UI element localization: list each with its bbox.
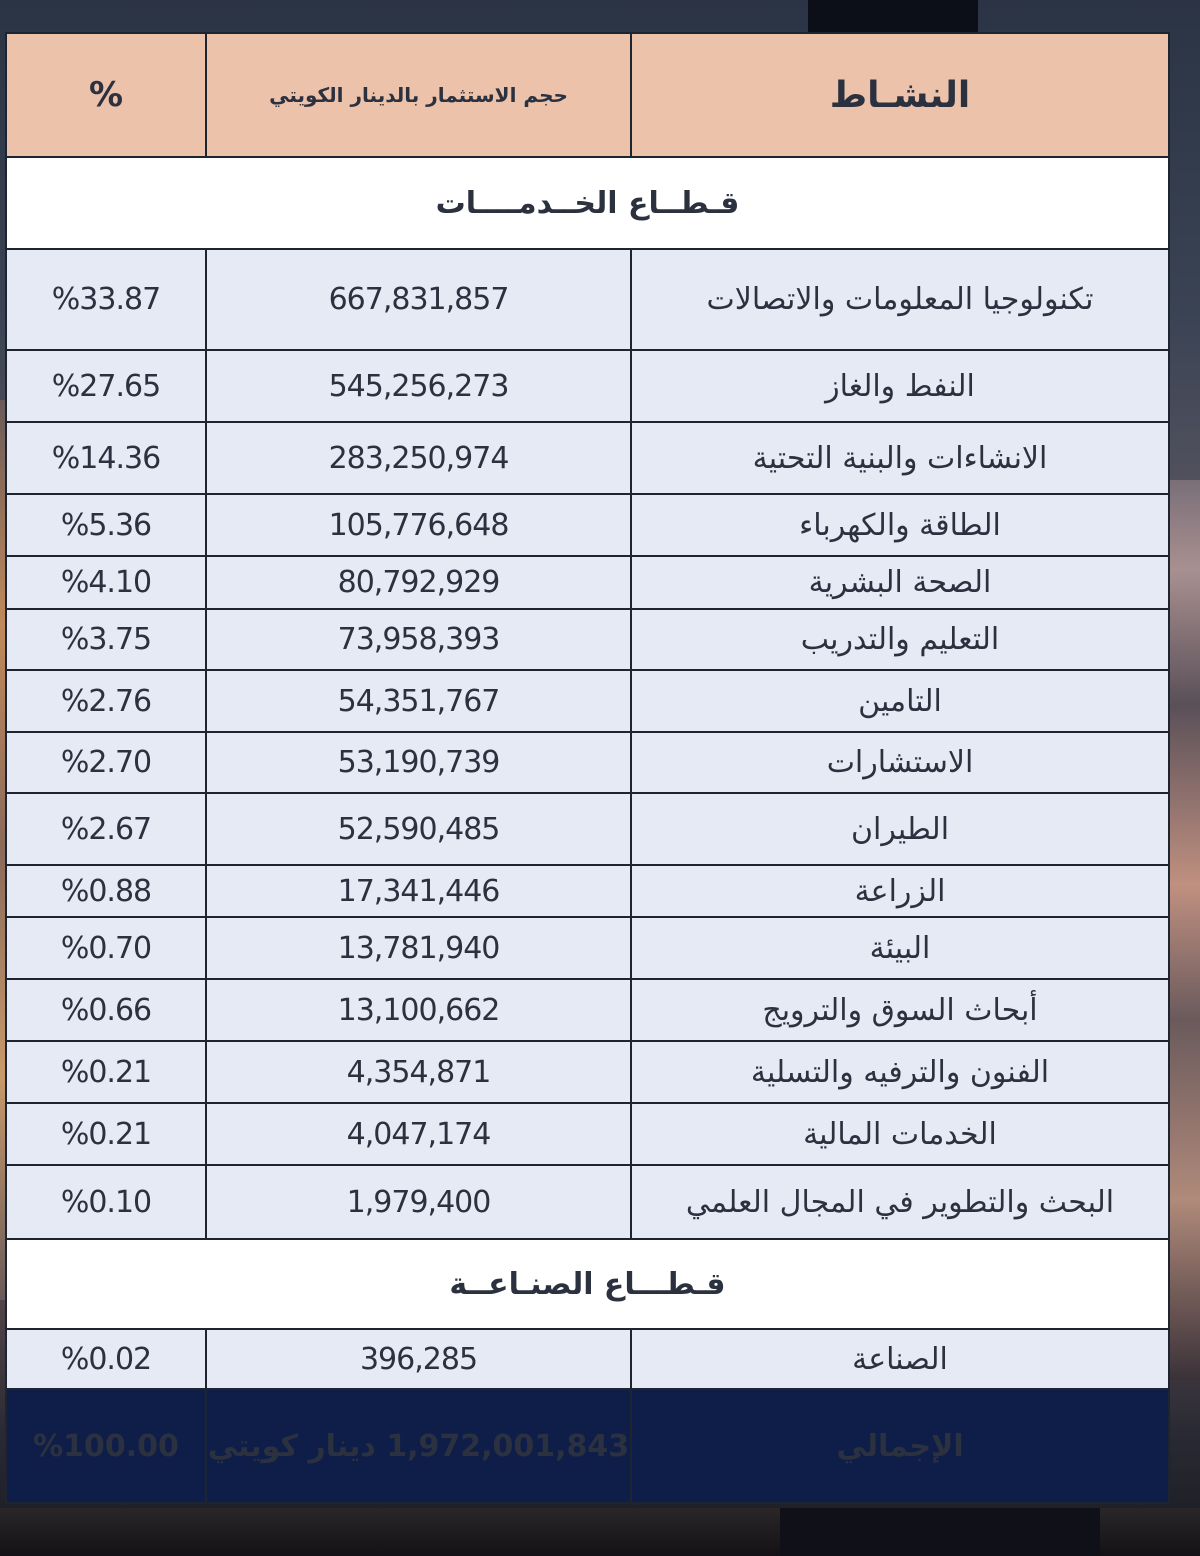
activity-cell: الاستشارات [631, 732, 1169, 793]
header-activity: النشـاط [631, 33, 1169, 157]
activity-cell: الزراعة [631, 865, 1169, 917]
table-row [6, 1103, 1169, 1165]
activity-cell: الفنون والترفيه والتسلية [631, 1041, 1169, 1103]
amount-cell: 667,831,857 [206, 249, 631, 350]
amount-cell: 283,250,974 [206, 422, 631, 494]
section-title: قـطـــاع الصنـاعــة [6, 1239, 1169, 1329]
table-row [6, 350, 1169, 422]
activity-cell: أبحاث السوق والترويج [631, 979, 1169, 1041]
activity-cell: التامين [631, 670, 1169, 732]
section-row-services [6, 157, 1169, 249]
amount-cell: 13,781,940 [206, 917, 631, 979]
activity-cell: تكنولوجيا المعلومات والاتصالات [631, 249, 1169, 350]
percentage-cell: %0.10 [6, 1165, 206, 1239]
activity-cell: الطاقة والكهرباء [631, 494, 1169, 556]
activity-cell: الصناعة [631, 1329, 1169, 1389]
table-row [6, 917, 1169, 979]
section-row-industry [6, 1239, 1169, 1329]
percentage-cell: %0.21 [6, 1041, 206, 1103]
percentage-cell: %2.67 [6, 793, 206, 865]
amount-cell: 52,590,485 [206, 793, 631, 865]
percentage-cell: %0.70 [6, 917, 206, 979]
table-row [6, 865, 1169, 917]
header-percentage: % [6, 33, 206, 157]
amount-cell: 1,979,400 [206, 1165, 631, 1239]
header-investment-amount: حجم الاستثمار بالدينار الكويتي [206, 33, 631, 157]
percentage-cell: %0.21 [6, 1103, 206, 1165]
amount-cell: 4,354,871 [206, 1041, 631, 1103]
percentage-cell: %3.75 [6, 609, 206, 670]
amount-cell: 54,351,767 [206, 670, 631, 732]
percentage-cell: %5.36 [6, 494, 206, 556]
table-row [6, 1165, 1169, 1239]
table-body [6, 157, 1169, 1503]
table-row [6, 979, 1169, 1041]
table-row [6, 732, 1169, 793]
activity-cell: الانشاءات والبنية التحتية [631, 422, 1169, 494]
table-row [6, 249, 1169, 350]
percentage-cell: %4.10 [6, 556, 206, 609]
table-row [6, 793, 1169, 865]
table-row [6, 609, 1169, 670]
section-title: قـطــاع الخــدمــــات [6, 157, 1169, 249]
amount-cell: 105,776,648 [206, 494, 631, 556]
amount-cell: 80,792,929 [206, 556, 631, 609]
activity-cell: التعليم والتدريب [631, 609, 1169, 670]
amount-cell: 545,256,273 [206, 350, 631, 422]
activity-cell: البيئة [631, 917, 1169, 979]
table-row [6, 556, 1169, 609]
activity-cell: الطيران [631, 793, 1169, 865]
amount-cell: 73,958,393 [206, 609, 631, 670]
total-row [6, 1389, 1169, 1503]
amount-cell: 13,100,662 [206, 979, 631, 1041]
total-label: الإجمالي [631, 1389, 1169, 1503]
table-row [6, 670, 1169, 732]
percentage-cell: %0.66 [6, 979, 206, 1041]
amount-cell: 17,341,446 [206, 865, 631, 917]
percentage-cell: %27.65 [6, 350, 206, 422]
table-row [6, 494, 1169, 556]
investment-table [5, 32, 1170, 1504]
table-row [6, 1329, 1169, 1389]
total-amount: 1,972,001,843 دينار كويتي [206, 1389, 631, 1503]
table-header-row [6, 33, 1169, 157]
percentage-cell: %33.87 [6, 249, 206, 350]
activity-cell: النفط والغاز [631, 350, 1169, 422]
table-row [6, 422, 1169, 494]
total-percentage: %100.00 [6, 1389, 206, 1503]
percentage-cell: %0.02 [6, 1329, 206, 1389]
background-city-right [1168, 480, 1200, 1380]
amount-cell: 4,047,174 [206, 1103, 631, 1165]
background-tower [808, 0, 978, 32]
percentage-cell: %2.70 [6, 732, 206, 793]
percentage-cell: %14.36 [6, 422, 206, 494]
amount-cell: 53,190,739 [206, 732, 631, 793]
activity-cell: البحث والتطوير في المجال العلمي [631, 1165, 1169, 1239]
table-row [6, 1041, 1169, 1103]
background-tower-bottom [780, 1508, 1100, 1556]
amount-cell: 396,285 [206, 1329, 631, 1389]
percentage-cell: %2.76 [6, 670, 206, 732]
percentage-cell: %0.88 [6, 865, 206, 917]
activity-cell: الصحة البشرية [631, 556, 1169, 609]
activity-cell: الخدمات المالية [631, 1103, 1169, 1165]
